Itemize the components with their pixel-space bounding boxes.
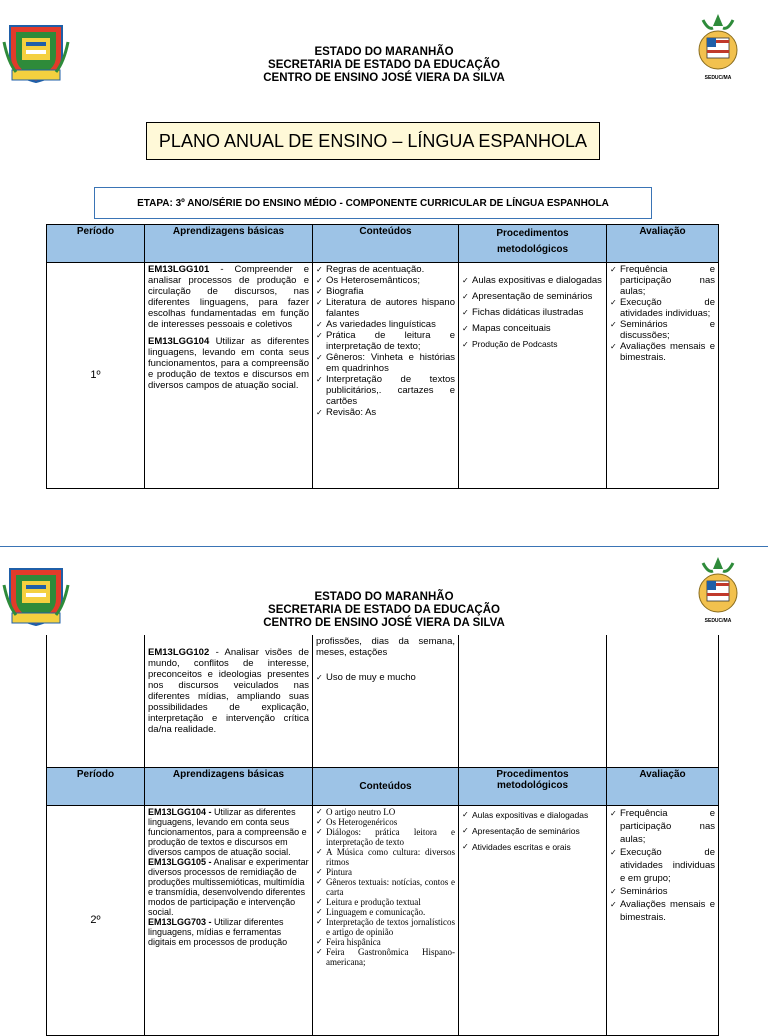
aprendizagens-cell: [145, 635, 313, 767]
list-item: ✓ A Música como cultura: diversos ritmos: [316, 847, 455, 867]
col-aprendizagens: Aprendizagens básicas: [145, 225, 313, 263]
avaliacao-cell: [607, 263, 719, 489]
period-cell: 1º: [47, 263, 145, 489]
skill-item: EM13LGG104 Utilizar as diferentes linguagens, levando em conta seus funcionamentos, para a compreensão e produção de textos e discursos em diversos campos de atuação social.: [148, 336, 309, 391]
list-item: ✓ Biografia: [316, 286, 455, 297]
header-line-3: CENTRO DE ENSINO JOSÉ VIERA DA SILVA: [263, 617, 505, 629]
avaliacao-cell: [607, 805, 719, 1035]
list-item: ✓ Gêneros textuais: notícias, contos e carta: [316, 877, 455, 897]
list-item: ✓ Produção de Podcasts: [462, 339, 603, 350]
list-item: ✓ Leitura e produção textual: [316, 897, 455, 907]
plan-table-continuation: [46, 635, 719, 1036]
list-item: ✓ Feira hispânica: [316, 937, 455, 947]
document-header: [0, 591, 768, 630]
col-avaliacao: Avaliação: [607, 767, 719, 805]
list-item: ✓ Execução de atividades individuas;: [610, 297, 715, 319]
table-row: [47, 805, 719, 1035]
list-item: ✓ Prática de leitura e interpretação de texto;: [316, 330, 455, 352]
table-header-row: [47, 225, 719, 263]
aprendizagens-cell: [145, 805, 313, 1035]
list-item: ✓ Aulas expositivas e dialogadas: [462, 275, 603, 286]
list-item: ✓ Fichas didáticas ilustradas: [462, 307, 603, 318]
list-item: ✓ Regras de acentuação.: [316, 264, 455, 275]
right-logo-caption: SEDUC/MA: [704, 618, 732, 624]
list-item: ✓ O artigo neutro LO: [316, 807, 455, 817]
list-item: ✓ Frequência e participação nas aulas;: [610, 807, 715, 846]
list-item: ✓ As variedades linguísticas: [316, 319, 455, 330]
period-cell: [47, 635, 145, 767]
page-2: [0, 546, 768, 1025]
col-aprendizagens: Aprendizagens básicas: [145, 767, 313, 805]
skill-item: EM13LGG105 - Analisar e experimentar diversos processos de remidiação de produções multissemióticas, multimídia e transmídia, desenvolvendo diferentes modos de participação e intervenção social.: [148, 856, 309, 917]
list-item: ✓ Gêneros: Vinheta e histórias em quadrinhos: [316, 352, 455, 374]
col-periodo: Período: [47, 767, 145, 805]
list-item: ✓ Aulas expositivas e dialogadas: [462, 807, 603, 823]
conteudos-cell: [313, 263, 459, 489]
header-line-2: SECRETARIA DE ESTADO DA EDUCAÇÃO: [268, 604, 500, 616]
aprendizagens-cell: [145, 263, 313, 489]
header-line-1: ESTADO DO MARANHÃO: [314, 46, 454, 58]
list-item: ✓ Apresentação de seminários: [462, 823, 603, 839]
conteudos-cell: [313, 805, 459, 1035]
list-item: ✓ Mapas conceituais: [462, 323, 603, 334]
col-conteudos: Conteúdos: [313, 767, 459, 805]
list-item: ✓ Feira Gastronômica Hispano-americana;: [316, 947, 455, 967]
list-item: ✓ Interpretação de textos jornalísticos e artigo de opinião: [316, 917, 455, 937]
skill-item: EM13LGG703 - Utilizar diferentes linguagens, mídias e ferramentas digitais em processos de produção: [148, 916, 288, 947]
col-procedimentos: Procedimentos metodológicos: [459, 225, 607, 263]
list-item: ✓ Execução de atividades individuas e em grupo;: [610, 846, 715, 885]
list-item: ✓ Linguagem e comunicação.: [316, 907, 455, 917]
right-logo-caption: SEDUC/MA: [704, 75, 732, 81]
col-conteudos: Conteúdos: [313, 225, 459, 263]
list-item: ✓ Avaliações mensais e bimestrais.: [610, 898, 715, 924]
col-procedimentos: Procedimentos metodológicos: [459, 767, 607, 805]
state-coat-of-arms-logo: [683, 555, 753, 624]
list-item: ✓ Literatura de autores hispano falantes: [316, 297, 455, 319]
col-periodo: Período: [47, 225, 145, 263]
list-item: ✓ Uso de muy e mucho: [316, 672, 455, 683]
list-item: ✓ Apresentação de seminários: [462, 291, 603, 302]
list-item: ✓ Pintura: [316, 867, 455, 877]
skill-item: EM13LGG101 - Compreender e analisar processos de produção e circulação de discursos, nas diferentes linguagens, para fazer escolhas fundamentadas em função de interesses pessoais e coletivos: [148, 264, 309, 330]
list-item: ✓ Frequência e participação nas aulas;: [610, 264, 715, 297]
list-item: ✓ Revisão: As: [316, 407, 455, 418]
list-item: ✓ Avaliações mensais e bimestrais.: [610, 341, 715, 363]
list-item: ✓ Seminários: [610, 885, 715, 898]
table-row: [47, 635, 719, 767]
table-header-row: [47, 767, 719, 805]
plan-title: PLANO ANUAL DE ENSINO – LÍNGUA ESPANHOLA: [146, 122, 600, 160]
list-item: ✓ Diálogos: prática leitora e interpretação de texto: [316, 827, 455, 847]
skill-item: EM13LGG102 - Analisar visões de mundo, conflitos de interesse, preconceitos e ideologias presentes nos discursos veiculados nas diferentes mídias, ampliando suas possibilidades de explicação, interpretação e intervenção crítica da/na realidade.: [148, 647, 309, 735]
header-line-3: CENTRO DE ENSINO JOSÉ VIERA DA SILVA: [263, 72, 505, 84]
procedimentos-cell: [459, 635, 607, 767]
header-line-1: ESTADO DO MARANHÃO: [314, 591, 454, 603]
list-item: ✓ Seminários e discussões;: [610, 319, 715, 341]
table-row: [47, 263, 719, 489]
col-avaliacao: Avaliação: [607, 225, 719, 263]
list-item: ✓ Os Heterosemânticos;: [316, 275, 455, 286]
period-cell: 2º: [47, 805, 145, 1035]
header-line-2: SECRETARIA DE ESTADO DA EDUCAÇÃO: [268, 59, 500, 71]
conteudos-cell: [313, 635, 459, 767]
page-gap: [0, 520, 768, 546]
etapa-banner: ETAPA: 3º ANO/SÉRIE DO ENSINO MÉDIO - COMPONENTE CURRICULAR DE LÍNGUA ESPANHOLA: [94, 187, 652, 219]
skill-item: EM13LGG104 - Utilizar as diferentes linguagens, levando em conta seus funcionamentos, para a compreensão e produção de textos e discursos em diversos campos de atuação social.: [148, 806, 307, 857]
procedimentos-cell: [459, 805, 607, 1035]
list-item: ✓ Atividades escritas e orais: [462, 839, 603, 855]
document-header: [0, 46, 768, 85]
plan-table-1: [46, 224, 719, 489]
list-item: ✓ Interpretação de textos publicitários,. cartazes e cartões: [316, 374, 455, 407]
avaliacao-cell: [607, 635, 719, 767]
list-item: ✓ Os Heterogenéricos: [316, 817, 455, 827]
content-continuation: profissões, dias da semana, meses, estações: [316, 636, 455, 658]
procedimentos-cell: [459, 263, 607, 489]
state-coat-of-arms-logo: [683, 12, 753, 81]
